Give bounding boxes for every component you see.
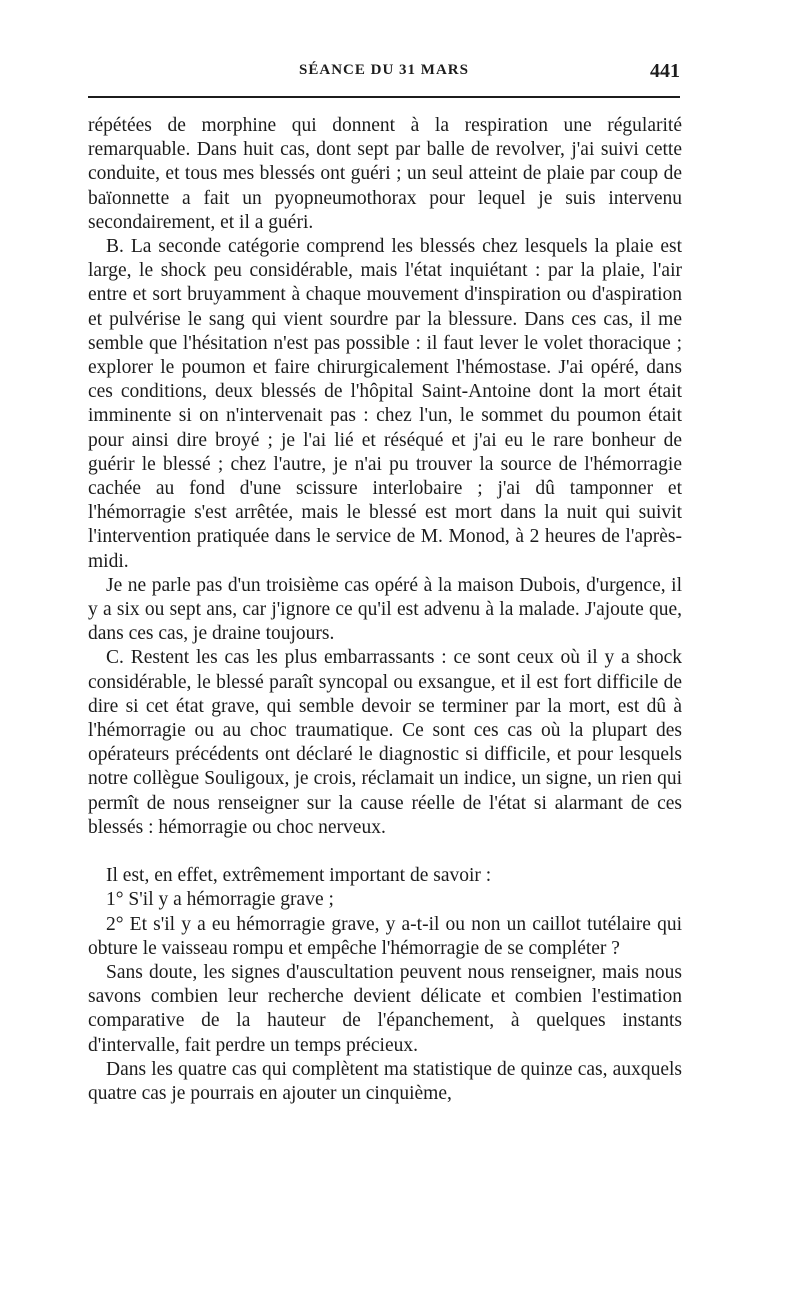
paragraph-8: Sans doute, les signes d'auscultation peuvent nous renseigner, mais nous savons combien leur recherche devient délicate et combien l'estimation comparative de la hauteur de l'épanchement, à quelques instants d'intervalle, fait perdre un temps précieux.	[88, 961, 682, 1056]
running-title: SÉANCE DU 31 MARS	[299, 62, 469, 78]
paragraph-3: Je ne parle pas d'un troisième cas opéré à la maison Dubois, d'urgence, il y a six ou sept ans, car j'ignore ce qu'il est advenu à la malade. J'ajoute que, dans ces cas, je draine toujours.	[88, 574, 682, 645]
paragraph-4: C. Restent les cas les plus embarrassants : ce sont ceux où il y a shock considérable, le blessé paraît syncopal ou exsangue, et il est fort difficile de dire si cet état grave, qui semble devoir se terminer par la mort, est dû à l'hémorragie ou au choc traumatique. Ce sont ces cas où la plupart des opérateurs précédents ont déclaré le diagnostic si difficile, et pour lesquels notre collègue Souligoux, je crois, réclamait un indice, un signe, un rien qui permît de nous renseigner sur la cause réelle de l'état si alarmant de ces blessés : hémorragie ou choc nerveux.	[88, 647, 682, 838]
paragraph-7: 2° Et s'il y a eu hémorragie grave, y a-t-il ou non un caillot tutélaire qui obture le vaisseau rompu et empêche l'hémorragie de se compléter ?	[88, 913, 682, 959]
running-header	[88, 60, 680, 84]
paragraph-1: répétées de morphine qui donnent à la respiration une régularité remarquable. Dans huit cas, dont sept par balle de revolver, j'ai suivi cette conduite, et tous mes blessés ont guéri ; un seul atteint de plaie par coup de baïonnette a fait un pyopneumothorax pour lequel je suis intervenu secondairement, et il a guéri.	[88, 115, 682, 233]
paragraph-9: Dans les quatre cas qui complètent ma statistique de quinze cas, auxquels quatre cas je pourrais en ajouter un cinquième,	[88, 1058, 682, 1104]
paragraph-2: B. La seconde catégorie comprend les blessés chez lesquels la plaie est large, le shock peu considérable, mais l'état inquiétant : par la plaie, l'air entre et sort bruyamment à chaque mouvement d'inspiration ou d'aspiration et pulvérise le sang qui vient sourdre par la blessure. Dans ces cas, il me semble que l'hésitation n'est pas possible : il faut lever le volet thoracique ; explorer le poumon et faire chirurgicalement l'hémostase. J'ai opéré, dans ces conditions, deux blessés de l'hôpital Saint-Antoine dont la mort était imminente si on n'intervenait pas : chez l'un, le sommet du poumon était pour ainsi dire broyé ; je l'ai lié et réséqué et j'ai eu le rare bonheur de guérir le blessé ; chez l'autre, je n'ai pu trouver la source de l'hémorragie cachée au fond d'une scissure interlobaire ; j'ai dû tamponner et l'hémorragie s'est arrêtée, mais le blessé est mort dans la nuit qui suivit l'intervention pratiquée dans le service de M. Monod, à 2 heures de l'après-midi.	[88, 236, 682, 572]
page-number: 441	[650, 60, 680, 82]
paragraph-5: Il est, en effet, extrêmement important de savoir :	[106, 865, 492, 887]
body-text	[88, 114, 682, 1106]
header-rule	[88, 96, 680, 98]
paragraph-6: 1° S'il y a hémorragie grave ;	[106, 889, 334, 911]
